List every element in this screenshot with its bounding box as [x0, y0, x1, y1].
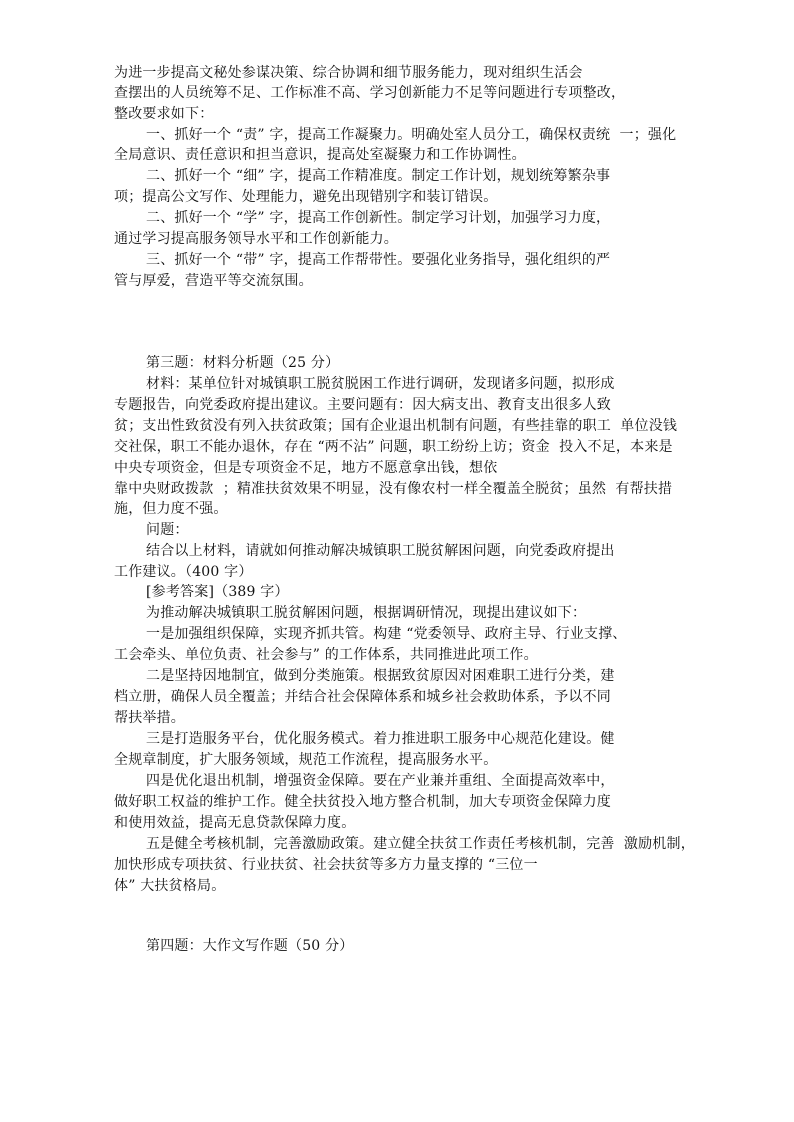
paragraph-line: 二、抓好一个 “细” 字，提高工作精准度。制定工作计划，规划统筹繁杂事: [146, 168, 611, 184]
paragraph-line: 二、抓好一个 “学” 字，提高工作创新性。制定学习计划，加强学习力度，: [146, 210, 611, 226]
paragraph-line: 加快形成专项扶贫、行业扶贫、社会扶贫等多方力量支撑的 “三位一: [114, 857, 538, 873]
paragraph-line: 全规章制度，扩大服务领域，规范工作流程，提高服务水平。: [114, 752, 498, 768]
paragraph-line: 靠中央财政拨款 ；精准扶贫效果不明显，没有像农村一样全覆盖全脱贫；虽然 有帮扶措: [114, 481, 673, 497]
paragraph-line: 项；提高公文写作、处理能力，避免出现错别字和装订错误。: [114, 189, 498, 205]
paragraph-line: 中央专项资金，但是专项资金不足，地方不愿意拿出钱，想依: [114, 460, 498, 476]
paragraph-line: 通过学习提高服务领导水平和工作创新能力。: [114, 231, 398, 247]
paragraph-line: 贫；支出性致贫没有列入扶贫政策；国有企业退出机制有问题，有些挂靠的职工 单位没钱: [114, 418, 678, 434]
paragraph-line: 为推动解决城镇职工脱贫解困问题，根据调研情况，现提出建议如下：: [146, 605, 587, 621]
paragraph-line: 帮扶举措。: [114, 710, 185, 726]
paragraph-line: 三、抓好一个 “带” 字，提高工作帮带性。要强化业务指导，强化组织的严: [146, 252, 611, 268]
paragraph-line: 三是打造服务平台，优化服务模式。着力推进职工服务中心规范化建设。健: [146, 731, 615, 747]
section-heading: 第三题：材料分析题（25 分）: [146, 355, 340, 371]
paragraph-line: 结合以上材料，请就如何推动解决城镇职工脱贫解困问题，向党委政府提出: [146, 543, 615, 559]
paragraph-line: 查摆出的人员统筹不足、工作标准不高、学习创新能力不足等问题进行专项整改，: [114, 85, 626, 101]
paragraph-line: 为进一步提高文秘处参谋决策、综合协调和细节服务能力，现对组织生活会: [114, 65, 583, 81]
paragraph-line: 工会牵头、单位负责、社会参与” 的工作体系，共同推进此项工作。: [114, 647, 538, 663]
paragraph-line: 二是坚持因地制宜，做到分类施策。根据致贫原因对困难职工进行分类，建: [146, 668, 615, 684]
paragraph-line: 五是健全考核机制，完善激励政策。建立健全扶贫工作责任考核机制，完善 激励机制，: [146, 836, 695, 852]
section-heading: 第四题：大作文写作题（50 分）: [146, 938, 354, 954]
paragraph-line: 专题报告，向党委政府提出建议。主要问题有：因大病支出、教育支出很多人致: [114, 397, 611, 413]
paragraph-line: 一、抓好一个 “责” 字，提高工作凝聚力。明确处室人员分工，确保权责统 一；强化: [146, 127, 677, 143]
paragraph-line: 交社保，职工不能办退休，存在 “两不沾” 问题，职工纷纷上访；资金 投入不足，本来是: [114, 439, 673, 455]
answer-label: [参考答案]（389 字）: [146, 584, 289, 600]
paragraph-line: 材料：某单位针对城镇职工脱贫脱困工作进行调研，发现诸多问题，拟形成: [146, 376, 615, 392]
paragraph-line: 和使用效益，提高无息贷款保障力度。: [114, 815, 356, 831]
paragraph-line: 问题：: [146, 522, 189, 538]
paragraph-line: 体” 大扶贫格局。: [114, 878, 226, 894]
paragraph-line: 做好职工权益的维护工作。健全扶贫投入地方整合机制，加大专项资金保障力度: [114, 794, 611, 810]
paragraph-line: 四是优化退出机制，增强资金保障。要在产业兼并重组、全面提高效率中，: [146, 773, 615, 789]
paragraph-line: 整改要求如下：: [114, 106, 214, 122]
paragraph-line: 管与厚爱，营造平等交流氛围。: [114, 273, 313, 289]
paragraph-line: 全局意识、责任意识和担当意识，提高处室凝聚力和工作协调性。: [114, 147, 526, 163]
paragraph-line: 工作建议。（400 字）: [114, 564, 253, 580]
paragraph-line: 施，但力度不强。: [114, 501, 228, 517]
paragraph-line: 档立册，确保人员全覆盖；并结合社会保障体系和城乡社会救助体系，予以不同: [114, 689, 611, 705]
paragraph-line: 一是加强组织保障，实现齐抓共管。构建 “党委领导、政府主导、行业支撑、: [146, 626, 627, 642]
